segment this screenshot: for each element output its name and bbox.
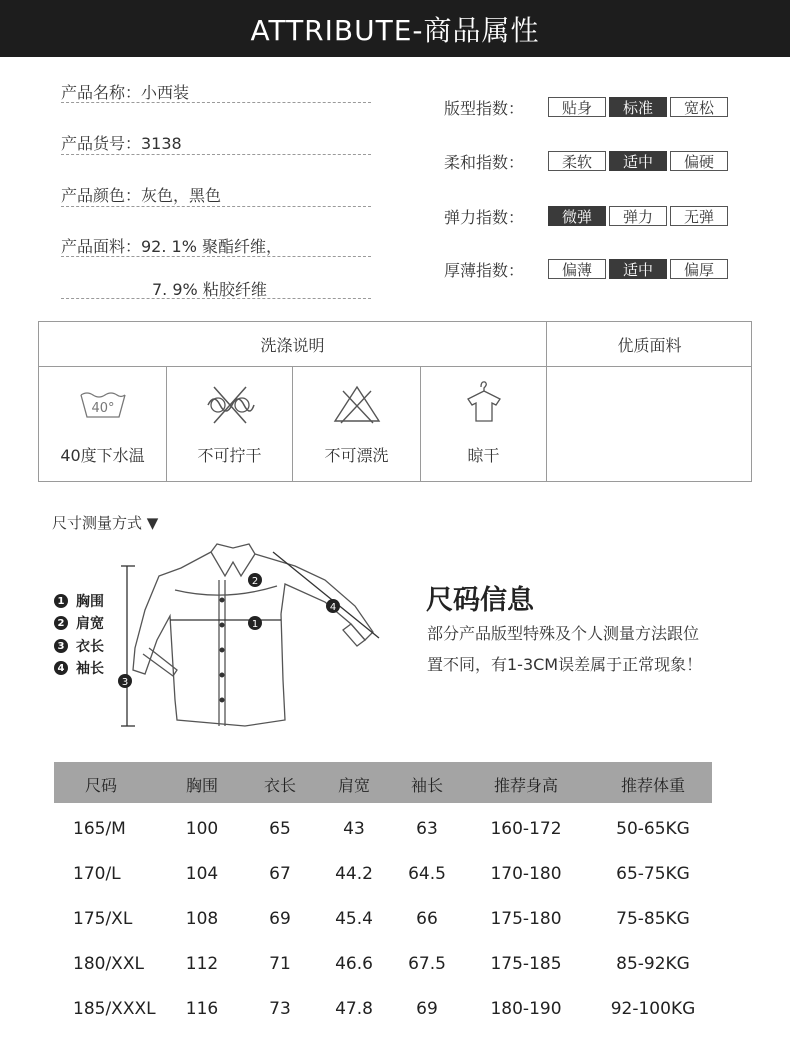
divider (61, 154, 371, 155)
attr-product-code: 产品货号：3138 (61, 134, 182, 153)
size-table-cell: 47.8 (335, 999, 373, 1019)
size-table-header-cell: 衣长 (263, 776, 297, 795)
legend-number: 3 (54, 639, 68, 653)
size-table-cell: 69 (416, 999, 438, 1019)
legend-label: 袖长 (76, 661, 104, 677)
wash-label: 40度下水温 (60, 446, 145, 465)
size-table-cell: 73 (269, 999, 291, 1019)
size-table-cell: 160-172 (490, 819, 562, 839)
wash-label: 不可漂洗 (324, 446, 389, 465)
legend-label: 肩宽 (76, 616, 104, 632)
index-label: 版型指数： (444, 98, 525, 118)
size-table-cell: 43 (343, 819, 365, 839)
size-table-cell: 46.6 (335, 954, 373, 974)
size-table-header-cell: 袖长 (410, 776, 444, 795)
index-label: 柔和指数： (444, 152, 525, 172)
legend-sleeve (54, 658, 104, 678)
legend-chest (54, 591, 104, 611)
divider (546, 322, 547, 481)
divider (61, 298, 371, 299)
size-table-cell: 67 (269, 864, 291, 884)
index-label: 弹力指数： (444, 207, 525, 227)
wash-item-40 (39, 367, 166, 481)
size-table-cell: 108 (185, 909, 219, 929)
legend-number: 2 (54, 616, 68, 630)
size-table-header (54, 762, 712, 803)
legend-label: 胸围 (76, 594, 104, 610)
svg-text:1: 1 (251, 619, 259, 630)
no-bleach-icon (327, 377, 387, 427)
wash-label: 不可拧干 (197, 446, 262, 465)
index-option: 贴身 (548, 97, 606, 117)
size-table-cell: 75-85KG (616, 909, 690, 929)
size-table-cell: 65-75KG (616, 864, 690, 884)
index-option-selected: 微弹 (548, 206, 606, 226)
legend-shoulder (54, 613, 104, 633)
size-table-cell: 185/XXXL (73, 999, 156, 1019)
index-thickness (444, 258, 731, 280)
size-table-cell: 85-92KG (616, 954, 690, 974)
size-table-cell: 180/XXL (73, 954, 144, 974)
index-option: 柔软 (548, 151, 606, 171)
divider (61, 206, 371, 207)
size-table-cell: 170-180 (490, 864, 562, 884)
size-table-cell: 67.5 (408, 954, 446, 974)
size-table-cell: 175-180 (490, 909, 562, 929)
wash-temp-text: 40° (90, 401, 115, 416)
index-option: 宽松 (670, 97, 728, 117)
size-info-title: 尺码信息 (426, 585, 534, 616)
index-softness (444, 150, 731, 172)
index-fit (444, 96, 731, 118)
size-table-header-cell: 推荐体重 (620, 776, 686, 795)
index-option-selected: 标准 (609, 97, 667, 117)
legend-number: 4 (54, 661, 68, 675)
size-table-cell: 65 (269, 819, 291, 839)
size-table-cell: 165/M (73, 819, 126, 839)
hang-dry-icon (454, 377, 514, 427)
size-table-cell: 104 (185, 864, 219, 884)
size-table-cell: 45.4 (335, 909, 373, 929)
index-option: 无弹 (670, 206, 728, 226)
legend-length (54, 636, 104, 656)
page-header (0, 0, 790, 57)
index-option: 偏硬 (670, 151, 728, 171)
svg-text:3: 3 (121, 677, 129, 688)
no-wring-icon (200, 377, 260, 427)
size-table-cell: 64.5 (408, 864, 446, 884)
index-option: 偏薄 (548, 259, 606, 279)
size-table-cell: 180-190 (490, 999, 562, 1019)
size-table-cell: 44.2 (335, 864, 373, 884)
wash-40-icon (73, 377, 133, 427)
size-info-line1: 部分产品版型特殊及个人测量方法跟位 (427, 624, 700, 643)
size-table-cell: 116 (185, 999, 219, 1019)
wash-item-no-bleach (293, 367, 420, 481)
washing-table (38, 321, 752, 482)
size-table-cell: 175-185 (490, 954, 562, 974)
index-elasticity (444, 205, 731, 227)
size-table-header-cell: 推荐身高 (493, 776, 559, 795)
size-table-cell: 63 (416, 819, 438, 839)
washing-title: 洗涤说明 (260, 335, 325, 355)
attr-product-color: 产品颜色：灰色，黑色 (61, 186, 222, 205)
attr-product-name: 产品名称：小西装 (61, 83, 190, 102)
size-table-header-cell: 尺码 (84, 776, 118, 795)
index-option: 偏厚 (670, 259, 728, 279)
size-table-header-cell: 胸围 (185, 776, 219, 795)
size-table-cell: 100 (185, 819, 219, 839)
size-table-cell: 170/L (73, 864, 121, 884)
size-info-line2: 置不同，有1-3CM误差属于正常现象！ (427, 655, 703, 674)
measure-title: 尺寸测量方式 ▼ (52, 514, 159, 532)
shirt-measure-diagram (115, 540, 395, 735)
size-table-cell: 92-100KG (610, 999, 696, 1019)
size-table-cell: 175/XL (73, 909, 133, 929)
legend-label: 衣长 (76, 639, 104, 655)
size-table-cell: 71 (269, 954, 291, 974)
svg-text:2: 2 (251, 576, 259, 587)
wash-item-hang-dry (421, 367, 546, 481)
size-table-cell: 50-65KG (616, 819, 690, 839)
index-label: 厚薄指数： (444, 260, 525, 280)
legend-number: 1 (54, 594, 68, 608)
wash-item-no-wring (167, 367, 292, 481)
index-option-selected: 适中 (609, 259, 667, 279)
size-table-cell: 69 (269, 909, 291, 929)
svg-text:4: 4 (329, 602, 337, 613)
size-table-cell: 112 (185, 954, 219, 974)
size-table-cell: 66 (416, 909, 438, 929)
attr-product-fabric-2: 7. 9% 粘胶纤维 (152, 280, 267, 299)
wash-label: 晾干 (467, 446, 500, 465)
index-option-selected: 适中 (609, 151, 667, 171)
divider (61, 256, 371, 257)
quality-fabric-title: 优质面料 (617, 335, 682, 355)
index-option: 弹力 (609, 206, 667, 226)
size-table-header-cell: 肩宽 (337, 776, 371, 795)
divider (61, 102, 371, 103)
attr-product-fabric: 产品面料：92. 1% 聚酯纤维， (61, 237, 283, 256)
page-title: ATTRIBUTE-商品属性 (250, 13, 540, 47)
